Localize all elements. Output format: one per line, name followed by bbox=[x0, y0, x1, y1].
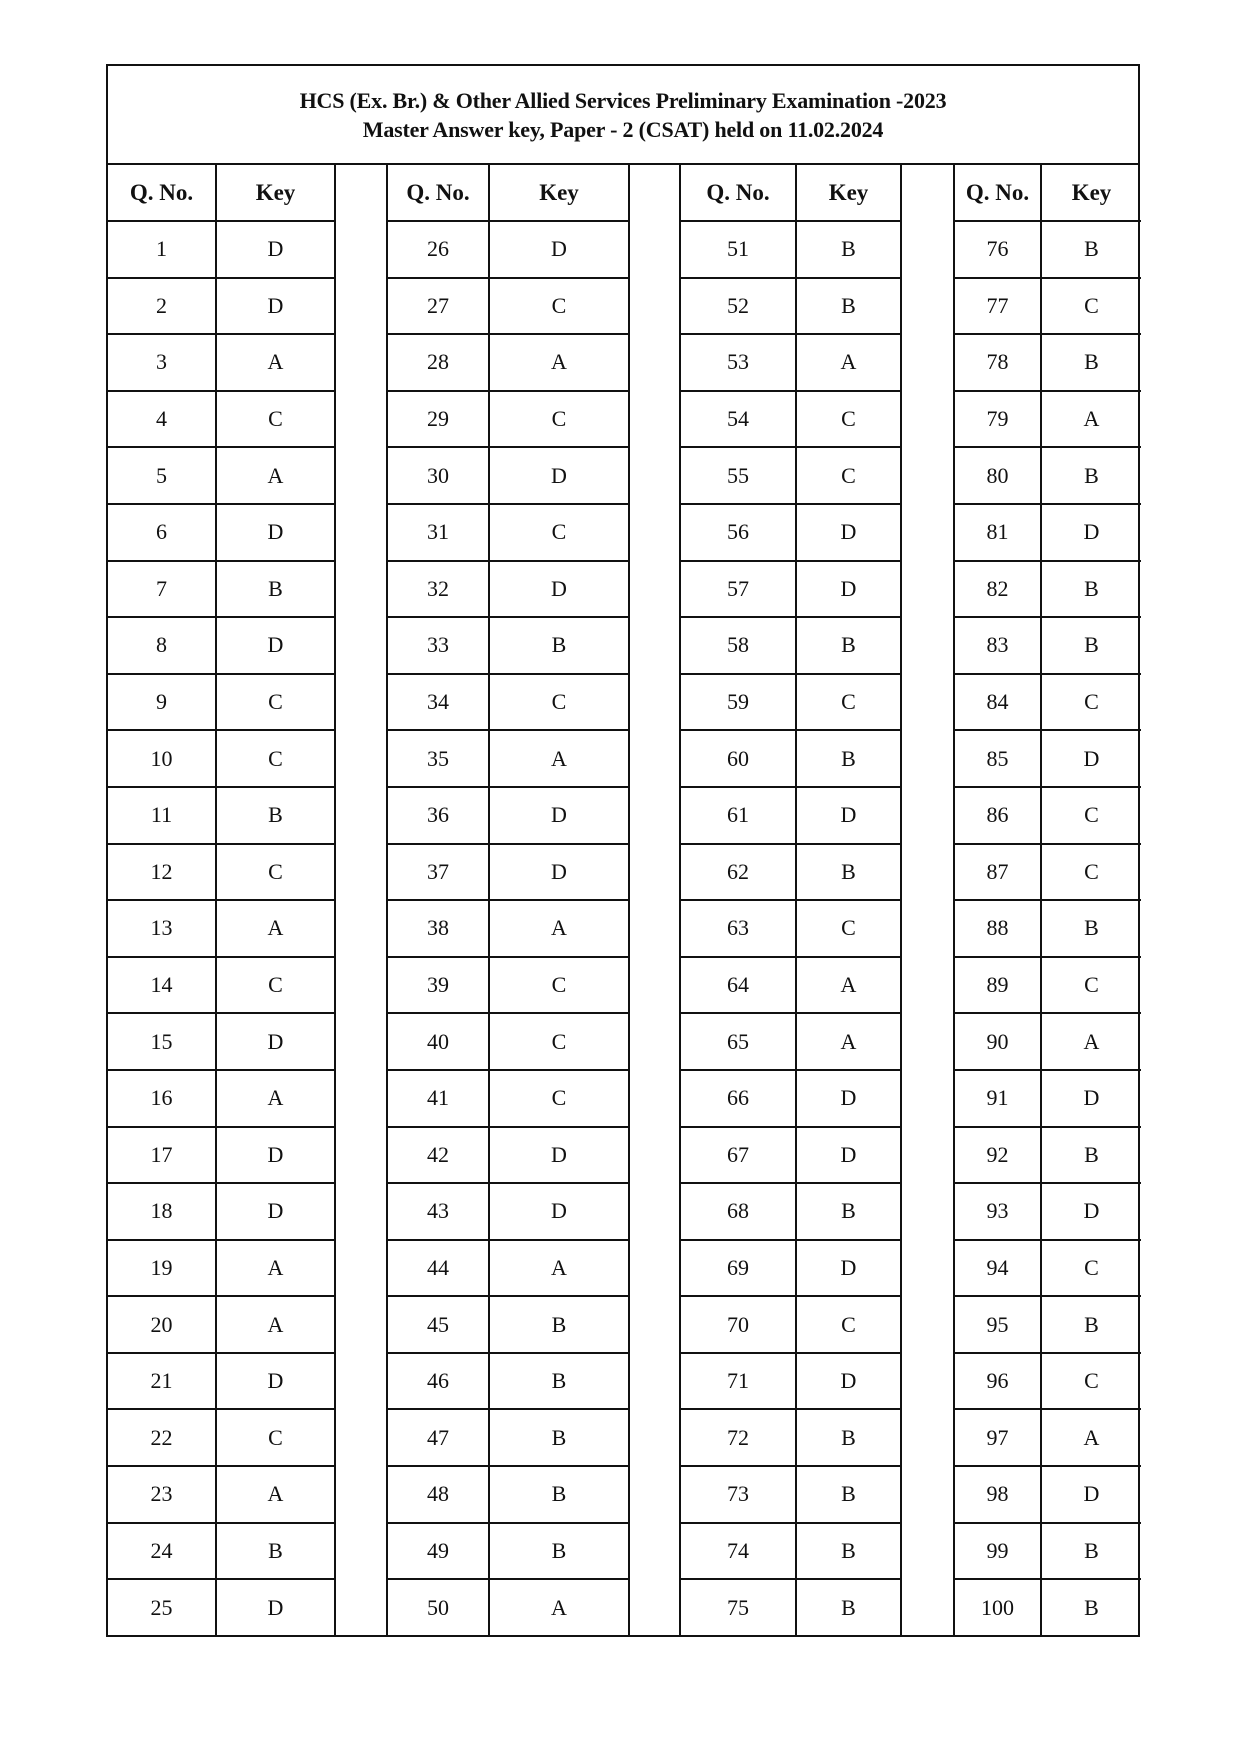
answer-key-cell: C bbox=[217, 392, 334, 449]
question-number-cell: 81 bbox=[955, 505, 1040, 562]
answer-key-cell: B bbox=[1084, 1594, 1099, 1620]
question-number-cell: 70 bbox=[681, 1297, 795, 1354]
question-number-cell: 59 bbox=[681, 675, 795, 732]
answer-key-cell: C bbox=[217, 1410, 334, 1467]
question-number-cell: 89 bbox=[955, 958, 1040, 1015]
answer-key-cell: D bbox=[217, 1128, 334, 1185]
title-block bbox=[108, 66, 1138, 165]
qno-header: Q. No. bbox=[681, 165, 795, 222]
answer-key-cell: D bbox=[217, 505, 334, 562]
answer-key-cell: B bbox=[797, 222, 900, 279]
question-number-cell: 13 bbox=[108, 901, 215, 958]
question-number-cell: 61 bbox=[681, 788, 795, 845]
key-column bbox=[1042, 165, 1141, 1635]
answer-key-cell: A bbox=[797, 958, 900, 1015]
answer-key-cell: D bbox=[797, 505, 900, 562]
answer-key-cell: C bbox=[490, 1014, 628, 1071]
answer-key-cell: D bbox=[217, 279, 334, 336]
question-number-cell: 66 bbox=[681, 1071, 795, 1128]
question-number-cell: 53 bbox=[681, 335, 795, 392]
question-number-cell: 63 bbox=[681, 901, 795, 958]
answer-group-4 bbox=[955, 165, 1141, 1635]
answer-key-cell: B bbox=[1042, 562, 1141, 619]
question-number-cell: 92 bbox=[955, 1128, 1040, 1185]
answer-key-cell: C bbox=[217, 731, 334, 788]
answer-key-cell: C bbox=[797, 901, 900, 958]
question-number-cell: 84 bbox=[955, 675, 1040, 732]
question-number-cell: 87 bbox=[955, 845, 1040, 902]
answer-key-cell: A bbox=[217, 335, 334, 392]
question-number-cell: 32 bbox=[388, 562, 488, 619]
question-number-cell: 27 bbox=[388, 279, 488, 336]
answer-key-cell: D bbox=[490, 788, 628, 845]
answer-key-cell: B bbox=[841, 1594, 856, 1620]
question-number-cell: 99 bbox=[955, 1524, 1040, 1581]
answer-key-cell: D bbox=[797, 1354, 900, 1411]
answer-key-cell: B bbox=[797, 1467, 900, 1524]
answer-key-cell: D bbox=[490, 1184, 628, 1241]
question-number-cell: 57 bbox=[681, 562, 795, 619]
key-header: Key bbox=[1042, 165, 1141, 222]
key-header: Key bbox=[490, 165, 628, 222]
question-number-cell: 55 bbox=[681, 448, 795, 505]
answer-key-cell: D bbox=[490, 562, 628, 619]
column-spacer bbox=[336, 165, 388, 1635]
question-number-cell: 25 bbox=[150, 1594, 173, 1620]
question-number-cell: 26 bbox=[388, 222, 488, 279]
question-number-cell: 24 bbox=[108, 1524, 215, 1581]
question-number-column bbox=[681, 165, 797, 1635]
answer-key-cell: C bbox=[217, 845, 334, 902]
question-number-cell: 94 bbox=[955, 1241, 1040, 1298]
question-number-cell: 35 bbox=[388, 731, 488, 788]
key-header: Key bbox=[217, 165, 334, 222]
answer-key-cell: D bbox=[1042, 505, 1141, 562]
answer-key-cell: A bbox=[217, 1241, 334, 1298]
question-number-cell: 31 bbox=[388, 505, 488, 562]
question-number-cell: 60 bbox=[681, 731, 795, 788]
answer-key-cell: C bbox=[1042, 788, 1141, 845]
answer-key-cell: C bbox=[490, 279, 628, 336]
answer-key-cell: B bbox=[490, 1410, 628, 1467]
question-number-cell: 71 bbox=[681, 1354, 795, 1411]
question-number-cell: 80 bbox=[955, 448, 1040, 505]
answer-key-cell: D bbox=[797, 1241, 900, 1298]
answer-key-cell: D bbox=[797, 788, 900, 845]
answer-key-cell: C bbox=[217, 675, 334, 732]
key-column bbox=[797, 165, 902, 1635]
answer-key-cell: C bbox=[1042, 675, 1141, 732]
question-number-cell: 69 bbox=[681, 1241, 795, 1298]
answer-key-cell: B bbox=[1042, 1128, 1141, 1185]
answer-key-cell: D bbox=[797, 1071, 900, 1128]
answer-key-cell: B bbox=[797, 1410, 900, 1467]
question-number-cell: 18 bbox=[108, 1184, 215, 1241]
question-number-cell: 39 bbox=[388, 958, 488, 1015]
key-column bbox=[217, 165, 336, 1635]
question-number-cell: 36 bbox=[388, 788, 488, 845]
question-number-cell: 88 bbox=[955, 901, 1040, 958]
answer-key-cell: D bbox=[217, 618, 334, 675]
question-number-cell: 10 bbox=[108, 731, 215, 788]
answer-key-cell: C bbox=[797, 448, 900, 505]
question-number-cell: 14 bbox=[108, 958, 215, 1015]
question-number-cell: 7 bbox=[108, 562, 215, 619]
question-number-cell: 20 bbox=[108, 1297, 215, 1354]
question-number-cell: 68 bbox=[681, 1184, 795, 1241]
question-number-cell: 93 bbox=[955, 1184, 1040, 1241]
answer-key-cell: A bbox=[217, 1071, 334, 1128]
exam-title: HCS (Ex. Br.) & Other Allied Services Preliminary Examination -2023 bbox=[299, 87, 947, 113]
answer-key-cell: C bbox=[217, 958, 334, 1015]
answer-key-cell: B bbox=[490, 618, 628, 675]
answer-key-cell: B bbox=[1042, 901, 1141, 958]
answer-key-cell: B bbox=[1042, 1524, 1141, 1581]
question-number-cell: 45 bbox=[388, 1297, 488, 1354]
answer-key-cell: B bbox=[490, 1354, 628, 1411]
question-number-cell: 34 bbox=[388, 675, 488, 732]
question-number-cell: 22 bbox=[108, 1410, 215, 1467]
answer-key-cell: A bbox=[1042, 1014, 1141, 1071]
question-number-cell: 19 bbox=[108, 1241, 215, 1298]
answer-key-cell: C bbox=[490, 392, 628, 449]
answer-key-cell: C bbox=[797, 392, 900, 449]
answer-key-cell: A bbox=[217, 1297, 334, 1354]
question-number-cell: 15 bbox=[108, 1014, 215, 1071]
answer-key-cell: B bbox=[797, 279, 900, 336]
answer-key-cell: B bbox=[490, 1467, 628, 1524]
answer-key-cell: B bbox=[797, 618, 900, 675]
column-spacer bbox=[902, 165, 955, 1635]
question-number-cell: 30 bbox=[388, 448, 488, 505]
question-number-cell: 54 bbox=[681, 392, 795, 449]
question-number-cell: 98 bbox=[955, 1467, 1040, 1524]
question-number-cell: 52 bbox=[681, 279, 795, 336]
question-number-cell: 41 bbox=[388, 1071, 488, 1128]
qno-header: Q. No. bbox=[388, 165, 488, 222]
question-number-cell: 33 bbox=[388, 618, 488, 675]
answer-key-cell: B bbox=[797, 731, 900, 788]
question-number-cell: 2 bbox=[108, 279, 215, 336]
answer-key-cell: D bbox=[1042, 1071, 1141, 1128]
answer-key-cell: D bbox=[217, 1184, 334, 1241]
answer-key-cell: C bbox=[490, 958, 628, 1015]
question-number-cell: 17 bbox=[108, 1128, 215, 1185]
question-number-cell: 46 bbox=[388, 1354, 488, 1411]
question-number-cell: 95 bbox=[955, 1297, 1040, 1354]
question-number-cell: 9 bbox=[108, 675, 215, 732]
answer-key-cell: B bbox=[217, 788, 334, 845]
question-number-cell: 49 bbox=[388, 1524, 488, 1581]
answer-key-cell: D bbox=[490, 448, 628, 505]
answer-key-cell: C bbox=[1042, 845, 1141, 902]
answer-key-cell: B bbox=[217, 1524, 334, 1581]
answer-key-cell: D bbox=[217, 1354, 334, 1411]
answer-key-cell: B bbox=[490, 1524, 628, 1581]
answer-key-cell: A bbox=[490, 1241, 628, 1298]
question-number-cell: 56 bbox=[681, 505, 795, 562]
question-number-cell: 50 bbox=[427, 1594, 449, 1620]
question-number-cell: 44 bbox=[388, 1241, 488, 1298]
answer-key-cell: C bbox=[797, 675, 900, 732]
answer-key-cell: B bbox=[1042, 1297, 1141, 1354]
answer-key-cell: C bbox=[490, 1071, 628, 1128]
question-number-cell: 96 bbox=[955, 1354, 1040, 1411]
question-number-cell: 47 bbox=[388, 1410, 488, 1467]
answer-key-cell: B bbox=[1042, 335, 1141, 392]
answer-key-cell: D bbox=[797, 562, 900, 619]
answer-key-cell: A bbox=[490, 901, 628, 958]
answer-key-cell: D bbox=[490, 1128, 628, 1185]
answer-key-cell: C bbox=[490, 675, 628, 732]
answer-key-cell: D bbox=[217, 1014, 334, 1071]
question-number-cell: 23 bbox=[108, 1467, 215, 1524]
question-number-cell: 42 bbox=[388, 1128, 488, 1185]
answer-key-cell: B bbox=[797, 1184, 900, 1241]
question-number-cell: 97 bbox=[955, 1410, 1040, 1467]
question-number-cell: 11 bbox=[108, 788, 215, 845]
answer-key-cell: D bbox=[267, 1594, 284, 1620]
answer-key-cell: B bbox=[797, 1524, 900, 1581]
question-number-cell: 67 bbox=[681, 1128, 795, 1185]
answer-key-cell: C bbox=[1042, 1354, 1141, 1411]
answer-key-cell: B bbox=[1042, 222, 1141, 279]
question-number-cell: 72 bbox=[681, 1410, 795, 1467]
answer-key-cell: A bbox=[797, 1014, 900, 1071]
question-number-cell: 74 bbox=[681, 1524, 795, 1581]
question-number-cell: 12 bbox=[108, 845, 215, 902]
answer-key-cell: D bbox=[490, 845, 628, 902]
answer-group-3 bbox=[681, 165, 955, 1635]
answer-key-cell: D bbox=[1042, 1184, 1141, 1241]
question-number-cell: 65 bbox=[681, 1014, 795, 1071]
answer-key-cell: C bbox=[1042, 1241, 1141, 1298]
question-number-cell: 100 bbox=[981, 1594, 1014, 1620]
answer-group-2 bbox=[388, 165, 681, 1635]
answer-key-cell: C bbox=[1042, 279, 1141, 336]
question-number-cell: 85 bbox=[955, 731, 1040, 788]
answer-key-cell: B bbox=[1042, 618, 1141, 675]
answer-key-cell: A bbox=[1042, 1410, 1141, 1467]
answer-key-cell: B bbox=[217, 562, 334, 619]
question-number-cell: 91 bbox=[955, 1071, 1040, 1128]
answer-key-cell: C bbox=[490, 505, 628, 562]
answer-key-cell: A bbox=[217, 901, 334, 958]
question-number-cell: 76 bbox=[955, 222, 1040, 279]
question-number-cell: 38 bbox=[388, 901, 488, 958]
question-number-cell: 79 bbox=[955, 392, 1040, 449]
question-number-cell: 78 bbox=[955, 335, 1040, 392]
key-column bbox=[490, 165, 630, 1635]
answer-key-cell: B bbox=[797, 845, 900, 902]
question-number-cell: 3 bbox=[108, 335, 215, 392]
answer-key-cell: B bbox=[1042, 448, 1141, 505]
question-number-cell: 28 bbox=[388, 335, 488, 392]
question-number-column bbox=[955, 165, 1042, 1635]
question-number-cell: 75 bbox=[727, 1594, 749, 1620]
question-number-cell: 51 bbox=[681, 222, 795, 279]
answer-key-cell: A bbox=[797, 335, 900, 392]
question-number-cell: 43 bbox=[388, 1184, 488, 1241]
answer-key-cell: C bbox=[797, 1297, 900, 1354]
question-number-cell: 40 bbox=[388, 1014, 488, 1071]
question-number-cell: 16 bbox=[108, 1071, 215, 1128]
question-number-cell: 83 bbox=[955, 618, 1040, 675]
qno-header: Q. No. bbox=[955, 165, 1040, 222]
question-number-cell: 73 bbox=[681, 1467, 795, 1524]
question-number-cell: 64 bbox=[681, 958, 795, 1015]
question-number-cell: 82 bbox=[955, 562, 1040, 619]
answer-key-cell: C bbox=[1042, 958, 1141, 1015]
answer-key-cell: D bbox=[217, 222, 334, 279]
answer-key-cell: A bbox=[490, 731, 628, 788]
question-number-cell: 8 bbox=[108, 618, 215, 675]
answer-key-cell: D bbox=[1042, 731, 1141, 788]
question-number-cell: 5 bbox=[108, 448, 215, 505]
question-number-cell: 4 bbox=[108, 392, 215, 449]
answer-key-cell: D bbox=[1042, 1467, 1141, 1524]
question-number-cell: 86 bbox=[955, 788, 1040, 845]
column-spacer bbox=[630, 165, 681, 1635]
answer-key-cell: A bbox=[551, 1594, 567, 1620]
key-header: Key bbox=[797, 165, 900, 222]
question-number-cell: 21 bbox=[108, 1354, 215, 1411]
answer-key-cell: A bbox=[490, 335, 628, 392]
qno-header: Q. No. bbox=[108, 165, 215, 222]
question-number-cell: 90 bbox=[955, 1014, 1040, 1071]
question-number-cell: 29 bbox=[388, 392, 488, 449]
answer-key-cell: A bbox=[217, 448, 334, 505]
answer-key-cell: D bbox=[797, 1128, 900, 1185]
answer-key-sheet bbox=[106, 64, 1140, 1637]
question-number-cell: 62 bbox=[681, 845, 795, 902]
question-number-cell: 58 bbox=[681, 618, 795, 675]
exam-subtitle: Master Answer key, Paper - 2 (CSAT) held on 11.02.2024 bbox=[362, 116, 884, 142]
question-number-cell: 37 bbox=[388, 845, 488, 902]
question-number-cell: 48 bbox=[388, 1467, 488, 1524]
question-number-column bbox=[108, 165, 217, 1635]
answer-group-1 bbox=[108, 165, 388, 1635]
answer-key-cell: D bbox=[490, 222, 628, 279]
question-number-cell: 6 bbox=[108, 505, 215, 562]
answer-key-cell: A bbox=[217, 1467, 334, 1524]
answer-key-table bbox=[108, 165, 1138, 1635]
answer-key-cell: A bbox=[1042, 392, 1141, 449]
question-number-column bbox=[388, 165, 490, 1635]
question-number-cell: 1 bbox=[108, 222, 215, 279]
question-number-cell: 77 bbox=[955, 279, 1040, 336]
answer-key-cell: B bbox=[490, 1297, 628, 1354]
